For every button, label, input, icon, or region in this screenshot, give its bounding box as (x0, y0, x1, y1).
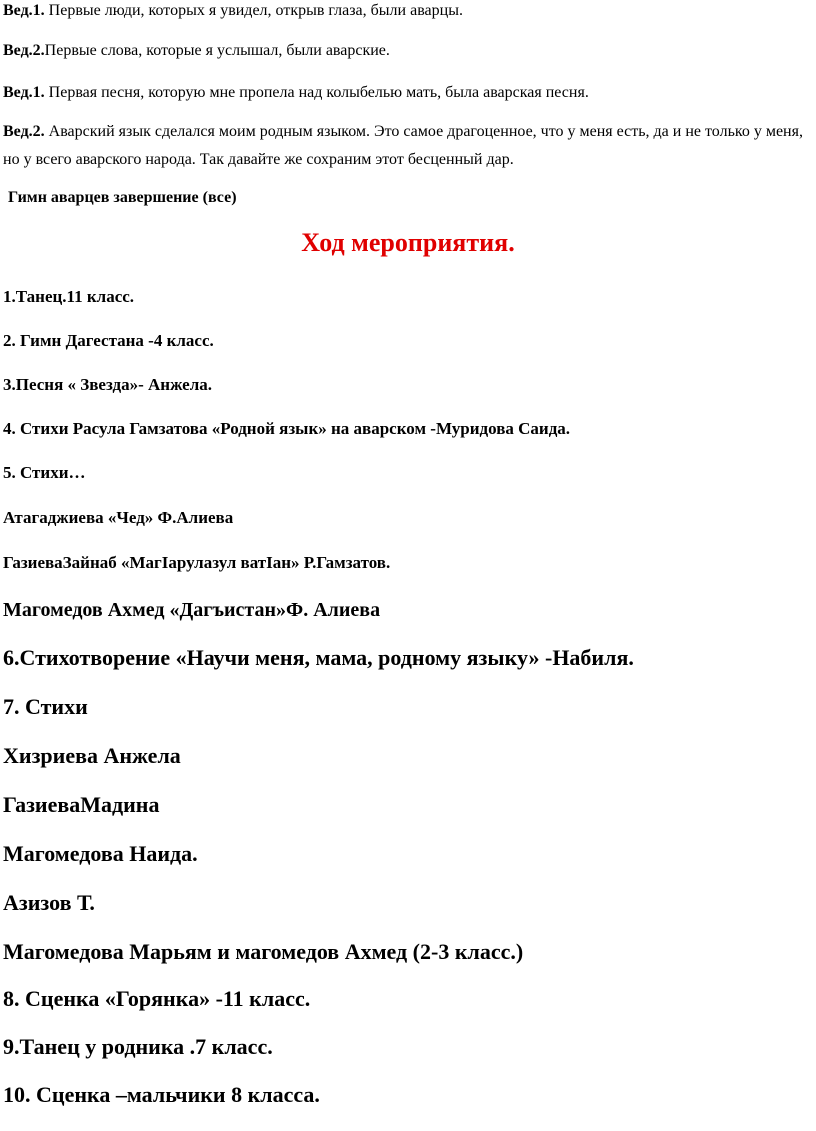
program-performer: Магомедова Марьям и магомедов Ахмед (2-3 класс.) (3, 939, 524, 964)
program-performer: Атагаджиева «Чед» Ф.Алиева (3, 508, 234, 527)
intro-paragraph-4 (3, 118, 809, 174)
program-performer: Хизриева Анжела (3, 743, 181, 768)
program-item-5: 5. Стихи… (3, 463, 86, 482)
intro-text: Первая песня, которую мне пропела над колыбелью мать, была аварская песня. (44, 84, 589, 101)
program-item-8: 8. Сценка «Горянка» -11 класс. (3, 986, 311, 1011)
program-item-3: 3.Песня « Звезда»- Анжела. (3, 375, 213, 394)
anthem-line: Гимн аварцев завершение (все) (8, 189, 237, 206)
intro-line-2 (3, 41, 810, 60)
speaker-label: Вед.1. (3, 84, 45, 101)
speaker-label: Вед.2. (3, 123, 45, 140)
program-item-9: 9.Танец у родника .7 класс. (3, 1034, 273, 1059)
speaker-label: Вед.2. (3, 42, 45, 59)
program-item-2: 2. Гимн Дагестана -4 класс. (3, 331, 214, 350)
program-performer: Магомедов Ахмед «Дагъистан»Ф. Алиева (3, 599, 381, 621)
program-performer: ГазиеваЗайнаб «МагIарулазул ватIан» Р.Гамзатов. (3, 553, 391, 572)
intro-text: Первые слова, которые я услышал, были аварские. (44, 42, 390, 59)
program-performer: ГазиеваМадина (3, 792, 160, 817)
program-item-10: 10. Сценка –мальчики 8 класса. (3, 1082, 320, 1107)
program-performer: Азизов Т. (3, 890, 95, 915)
page-heading: Ход мероприятия. (301, 228, 515, 257)
program-item-4: 4. Стихи Расула Гамзатова «Родной язык» на аварском -Муридова Саида. (3, 419, 571, 438)
intro-text: Первые люди, которых я увидел, открыв глаза, были аварцы. (44, 2, 463, 19)
program-item-7: 7. Стихи (3, 694, 88, 719)
intro-text: Аварский язык сделался моим родным языком. Это самое драгоценное, что у меня есть, да и не только у меня, но у всего аварского народа. Так давайте же сохраним этот бесценный дар. (3, 123, 803, 168)
speaker-label: Вед.1. (3, 2, 45, 19)
program-item-6: 6.Стихотворение «Научи меня, мама, родному языку» -Набиля. (3, 645, 634, 670)
program-performer: Магомедова Наида. (3, 841, 198, 866)
intro-line-3 (3, 83, 810, 102)
program-item-1: 1.Танец.11 класс. (3, 287, 135, 306)
intro-line-1 (3, 1, 810, 20)
